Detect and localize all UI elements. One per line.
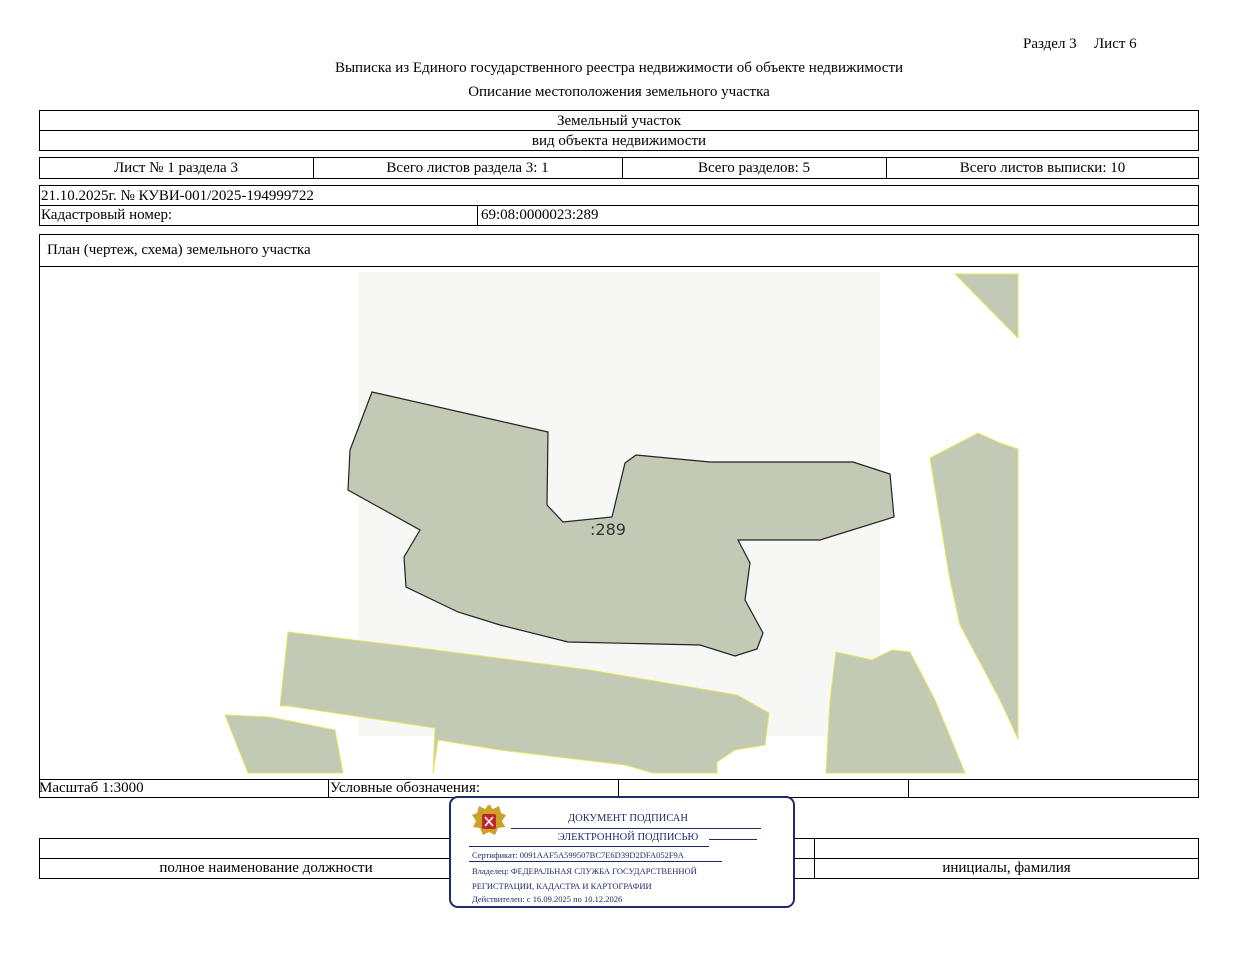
legend-label: Условные обозначения:	[330, 780, 481, 796]
name-caption: инициалы, фамилия	[942, 860, 1071, 876]
stamp-owner-2: РЕГИСТРАЦИИ, КАДАСТРА И КАРТОГРАФИИ	[472, 881, 652, 891]
object-type-value: Земельный участок	[556, 113, 682, 129]
cadastral-number: 69:08:0000023:289	[481, 207, 599, 223]
neighbor-parcel-right	[930, 433, 1018, 739]
stamp-line-1: ДОКУМЕНТ ПОДПИСАН	[568, 813, 688, 824]
object-type-caption: вид объекта недвижимости	[531, 133, 707, 149]
scale-label: Масштаб 1:3000	[39, 780, 144, 796]
stamp-valid: Действителен: с 16.09.2025 по 10.12.2026	[472, 894, 623, 904]
cadastral-label: Кадастровый номер:	[41, 207, 173, 223]
electronic-signature-stamp	[449, 796, 795, 908]
document-title: Выписка из Единого государственного реестра недвижимости об объекте недвижимости	[334, 60, 904, 76]
neighbor-parcel-top-right	[955, 274, 1018, 338]
neighbor-parcel-bottom-left	[225, 715, 343, 773]
neighbor-parcel-bottom-right	[826, 650, 965, 773]
document-subtitle: Описание местоположения земельного участка	[468, 84, 770, 100]
sheet-number: Лист 6	[1094, 36, 1137, 52]
plan-title: План (чертеж, схема) земельного участка	[47, 242, 311, 258]
section-number: Раздел 3	[1023, 36, 1077, 52]
stamp-line-2: ЭЛЕКТРОННОЙ ПОДПИСЬЮ	[557, 832, 699, 843]
total-sections: Всего разделов: 5	[697, 160, 811, 176]
sheet-of-section: Лист № 1 раздела 3	[114, 160, 238, 176]
stamp-certificate: Сертификат: 0091AAF5A599507BC7E6D39D2DFA052F9A	[472, 850, 684, 860]
parcel-label: :289	[590, 520, 626, 539]
date-and-number: 21.10.2025г. № КУВИ-001/2025-194999722	[41, 188, 314, 204]
total-extract-sheets: Всего листов выписки: 10	[959, 160, 1126, 176]
position-caption: полное наименование должности	[159, 860, 373, 876]
stamp-owner-1: Владелец: ФЕДЕРАЛЬНАЯ СЛУЖБА ГОСУДАРСТВЕННОЙ	[472, 866, 697, 876]
plan-drawing	[40, 267, 1198, 779]
total-section-sheets: Всего листов раздела 3: 1	[386, 160, 549, 176]
